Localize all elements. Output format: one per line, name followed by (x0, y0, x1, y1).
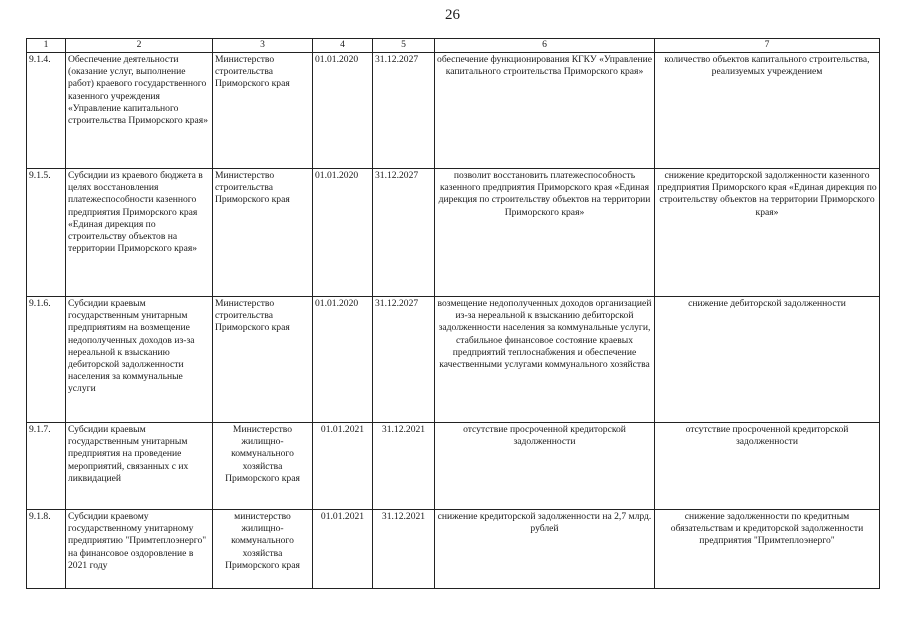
measures-table (26, 38, 880, 589)
expected-result: позволит восстановить платежеспособность казенного предприятия Приморского края «Единая дирекция по строительству объектов на территории Приморского края» (435, 169, 655, 297)
table-row (27, 510, 880, 589)
table-row (27, 169, 880, 297)
end-date: 31.12.2027 (373, 169, 435, 297)
start-date: 01.01.2020 (313, 297, 373, 423)
column-header: 6 (435, 39, 655, 53)
table-row (27, 297, 880, 423)
column-header: 1 (27, 39, 66, 53)
expected-result: отсутствие просроченной кредиторской задолженности (435, 423, 655, 510)
executor: Министерство строительства Приморского края (213, 297, 313, 423)
row-number: 9.1.6. (27, 297, 66, 423)
expected-result: снижение кредиторской задолженности на 2,7 млрд. рублей (435, 510, 655, 589)
start-date: 01.01.2020 (313, 169, 373, 297)
measure-name: Субсидии краевым государственным унитарным предприятия на проведение мероприятий, связанных с их ликвидацией (66, 423, 213, 510)
table-header-row (27, 39, 880, 53)
expected-result: возмещение недополученных доходов организацией из-за нереальной к взысканию дебиторской задолженности населения за коммунальные услуги, стабильное финансовое состояние краевых предприятий теплоснабжения и обеспечение качественными услугами коммунального хозяйства (435, 297, 655, 423)
row-number: 9.1.5. (27, 169, 66, 297)
start-date: 01.01.2020 (313, 53, 373, 169)
table-row (27, 423, 880, 510)
row-number: 9.1.4. (27, 53, 66, 169)
measure-name: Субсидии из краевого бюджета в целях восстановления платежеспособности казенного предприятия Приморского края «Единая дирекция по строительству объектов на территории Приморского края» (66, 169, 213, 297)
column-header: 4 (313, 39, 373, 53)
indicator: снижение кредиторской задолженности казенного предприятия Приморского края «Единая дирекция по строительству объектов на территории Приморского края» (655, 169, 880, 297)
column-header: 2 (66, 39, 213, 53)
start-date: 01.01.2021 (313, 423, 373, 510)
end-date: 31.12.2027 (373, 297, 435, 423)
executor: Министерство строительства Приморского края (213, 169, 313, 297)
end-date: 31.12.2021 (373, 423, 435, 510)
indicator: отсутствие просроченной кредиторской задолженности (655, 423, 880, 510)
measure-name: Субсидии краевому государственному унитарному предприятию "Примтеплоэнерго" на финансовое оздоровление в 2021 году (66, 510, 213, 589)
executor: министерство жилищно-коммунального хозяйства Приморского края (213, 510, 313, 589)
row-number: 9.1.7. (27, 423, 66, 510)
measure-name: Обеспечение деятельности (оказание услуг, выполнение работ) краевого государственного казенного учреждения «Управление капитального строительства Приморского края» (66, 53, 213, 169)
expected-result: обеспечение функционирования КГКУ «Управление капитального строительства Приморского края» (435, 53, 655, 169)
executor: Министерство строительства Приморского края (213, 53, 313, 169)
indicator: снижение дебиторской задолженности (655, 297, 880, 423)
column-header: 3 (213, 39, 313, 53)
indicator: снижение задолженности по кредитным обязательствам и кредиторской задолженности предприятия "Примтеплоэнерго" (655, 510, 880, 589)
column-header: 5 (373, 39, 435, 53)
measure-name: Субсидии краевым государственным унитарным предприятиям на возмещение недополученных доходов из-за нереальной к взысканию дебиторской задолженности населения за коммунальные услуги (66, 297, 213, 423)
start-date: 01.01.2021 (313, 510, 373, 589)
end-date: 31.12.2027 (373, 53, 435, 169)
row-number: 9.1.8. (27, 510, 66, 589)
indicator: количество объектов капитального строительства, реализуемых учреждением (655, 53, 880, 169)
column-header: 7 (655, 39, 880, 53)
executor: Министерство жилищно-коммунального хозяйства Приморского края (213, 423, 313, 510)
end-date: 31.12.2021 (373, 510, 435, 589)
table-row (27, 53, 880, 169)
page-number: 26 (445, 7, 460, 23)
